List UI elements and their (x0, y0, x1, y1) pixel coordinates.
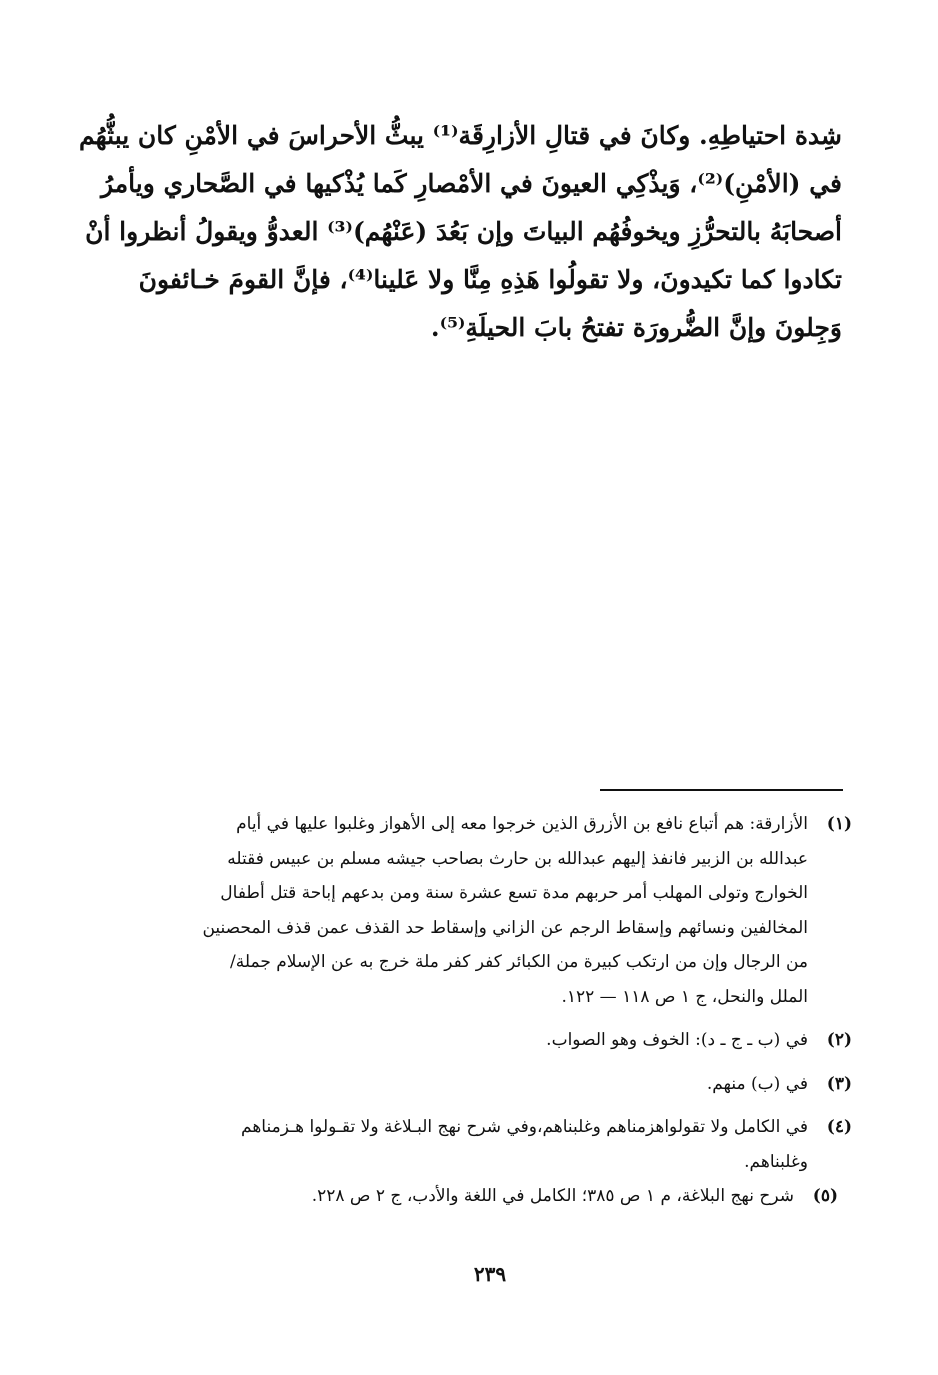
footnote-line: من الرجال وإن من ارتكب كبيرة من الكبائر كفر كفر ملة خرج به عن الإسلام جملة/ (230, 952, 808, 972)
footnote-3 (150, 1067, 852, 1102)
main-text-line: في (الأمْنِ)⁽²⁾، وَيذْكِي العيونَ في الأمْصارِ كَما يُذْكيها في الصَّحاري ويأمرُ (100, 169, 842, 198)
footnote-line: في (ب) منهم. (706, 1073, 808, 1094)
footnote-number: (٤) (826, 1117, 852, 1137)
footnote-line: عبدالله بن الزبير فانفذ إليهم عبدالله بن حارث بصاحب جيشه مسلم بن عبيس فقتله (227, 848, 808, 869)
main-text-line: تكادوا كما تكيدونَ، ولا تقولُوا هَذِهِ مِنَّا ولا عَلينا⁽⁴⁾، فإنَّ القومَ خـائفونَ (138, 265, 842, 294)
footnote-2 (150, 1023, 852, 1058)
footnote-line: الملل والنحل، ج ١ ص ١١٨ — ١٢٢. (561, 986, 808, 1007)
footnote-number: (١) (826, 814, 852, 834)
footnote-line: الخوارج وتولى المهلب أمر حربهم مدة تسع عشرة سنة ومن بدعهم إباحة قتل أطفال (220, 883, 808, 903)
page-number: ٢٣٩ (473, 1262, 507, 1286)
footnote-4 (150, 1110, 852, 1179)
footnotes-section (150, 807, 852, 1214)
footnote-5 (150, 1179, 852, 1214)
main-text-block (79, 112, 842, 352)
main-text-line: شِدة احتياطِهِ. وكانَ في قتالِ الأزارِقَة⁽¹⁾ يبثُّ الأحراسَ في الأمْنِ كان يبثُّهُم (79, 121, 842, 150)
main-text-line: أصحابَهُ بالتحرُّزِ ويخوفُهُم البياتَ وإن بَعُدَ (عَنْهُم)⁽³⁾ العدوُّ ويقولُ أنظروا أنْ (85, 217, 842, 246)
footnote-line: المخالفين ونسائهم وإسقاط الرجم عن الزاني وإسقاط حد القذف عمن قذف المحصنين (202, 917, 808, 938)
footnote-text (150, 1179, 794, 1214)
footnote-1 (150, 807, 852, 1014)
main-text-line: وَجِلونَ وإنَّ الضُّرورَة تفتحُ بابَ الحيلَةِ⁽⁵⁾. (430, 313, 842, 342)
footnote-text (150, 807, 808, 1014)
footnote-text (150, 1023, 808, 1058)
footnote-line: الأزارقة: هم أتباع نافع بن الأزرق الذين خرجوا معه إلى الأهواز وغلبوا عليها في أيام (236, 814, 808, 834)
footnote-number: (٥) (812, 1186, 838, 1206)
footnote-number: (٣) (826, 1073, 852, 1094)
footnote-line: وغلبناهم. (744, 1151, 808, 1172)
footnote-line: شرح نهج البلاغة، م ١ ص ٣٨٥؛ الكامل في اللغة والأدب، ج ٢ ص ٢٢٨. (311, 1186, 794, 1206)
footnote-separator (600, 789, 843, 791)
footnote-text (150, 1067, 808, 1102)
footnote-line: في (ب ـ ج ـ د): الخوف وهو الصواب. (546, 1030, 808, 1050)
footnote-line: في الكامل ولا تقولواهزمناهم وغلبناهم،وفي شرح نهج البـلاغة ولا تقـولوا هـزمناهم (241, 1117, 808, 1137)
footnote-number: (٢) (826, 1030, 852, 1050)
footnote-text (150, 1110, 808, 1179)
